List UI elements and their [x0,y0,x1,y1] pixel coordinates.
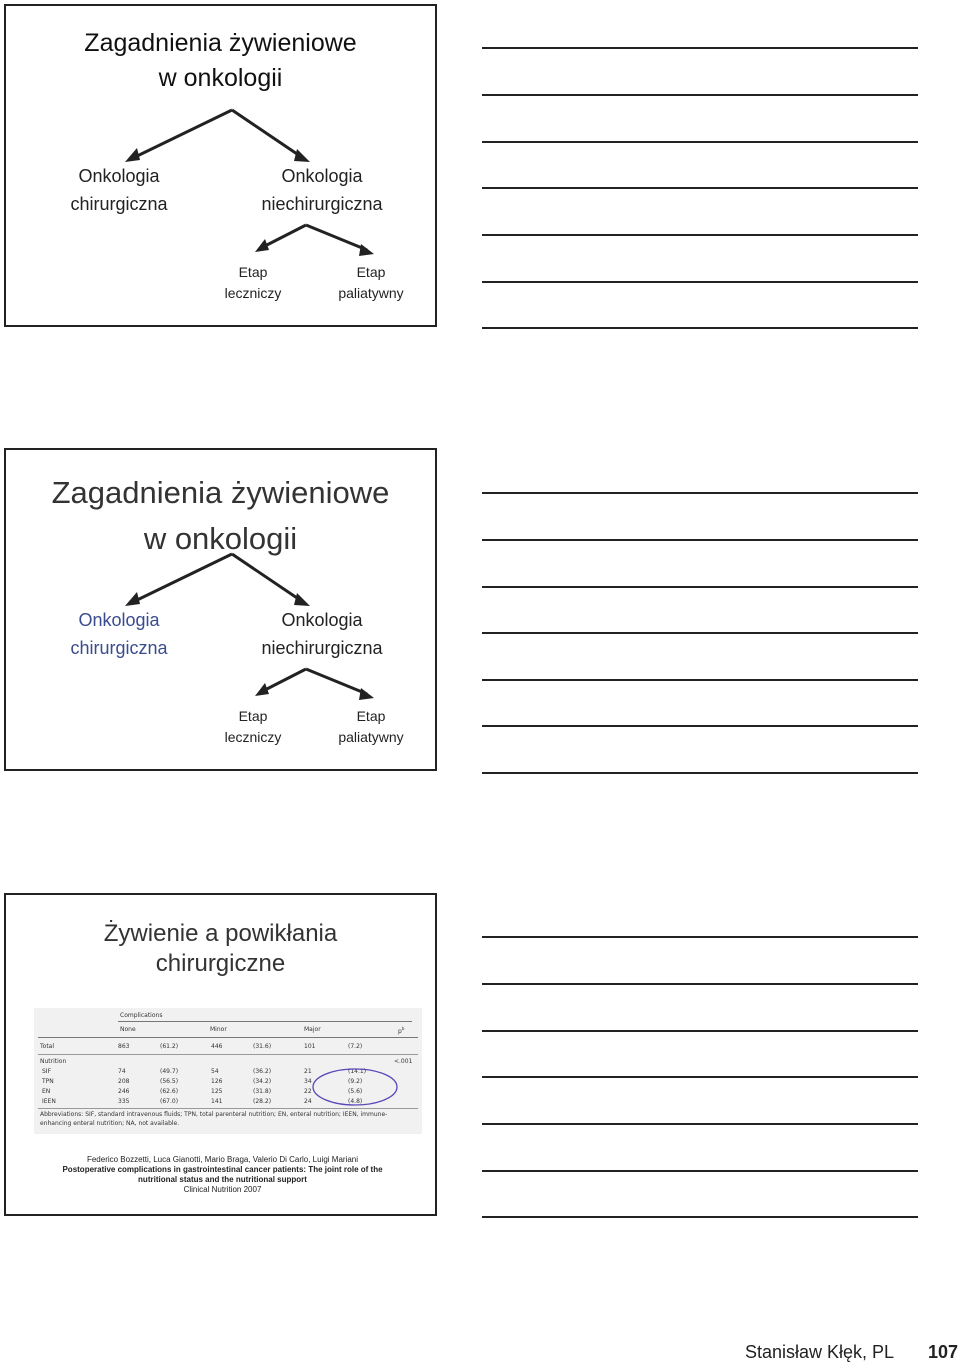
citation-title: nutritional status and the nutritional support [138,1175,307,1184]
note-line [482,1076,918,1078]
p-label: p [398,1028,402,1035]
citation-journal: Clinical Nutrition 2007 [183,1185,262,1194]
note-line [482,94,918,96]
complications-table [34,1008,422,1134]
table-cell: 863 [118,1043,130,1050]
table-cell: 125 [211,1088,223,1095]
note-line [482,1123,918,1125]
table-cell: (7.2) [348,1043,363,1050]
table-cell: 21 [304,1068,312,1075]
slide-1 [4,4,437,327]
node-nonsurgical-oncology [241,606,403,662]
page-number: 107 [928,1342,959,1362]
note-line [482,936,918,938]
table-cell: TPN [42,1078,54,1085]
node-curative-stage [210,262,296,304]
table-cell: (36.2) [253,1068,272,1075]
table-cell: EN [42,1088,51,1095]
note-line [482,492,918,494]
table-cell: 446 [211,1043,223,1050]
footer-author: Stanisław Kłęk, PL [745,1342,895,1362]
node-surgical-oncology [56,606,182,662]
table-col-header: None [120,1026,136,1033]
slide-title [6,919,435,979]
node-curative-stage [210,706,296,748]
table-cell: (56.5) [160,1078,179,1085]
table-cell: IEEN [42,1098,56,1105]
note-line [482,772,918,774]
table-cell: (62.6) [160,1088,179,1095]
node-text: Etap [356,264,386,280]
node-surgical-oncology [56,162,182,218]
table-cell: (5.6) [348,1088,363,1095]
table-group-header: Complications [120,1012,163,1019]
citation-authors: Federico Bozzetti, Luca Gianotti, Mario Braga, Valerio Di Carlo, Luigi Mariani [86,1155,359,1164]
slide-3 [4,893,437,1216]
table-cell: (49.7) [160,1068,179,1075]
citation-title: Postoperative complications in gastrointestinal cancer patients: The joint role of the [62,1165,383,1174]
table-cell: 126 [211,1078,223,1085]
title-line-1: Zagadnienia żywieniowe [51,475,390,510]
table-col-header [398,1026,404,1035]
node-palliative-stage [326,706,416,748]
node-text: niechirurgiczna [261,194,383,214]
node-text: niechirurgiczna [261,638,383,658]
node-text: chirurgiczna [70,638,168,658]
node-text: Onkologia [78,166,160,186]
citation [16,1155,429,1195]
table-cell: 335 [118,1098,130,1105]
node-nonsurgical-oncology [241,162,403,218]
note-line [482,725,918,727]
node-text: Etap [238,708,268,724]
table-rule [38,1037,418,1038]
table-col-header: Major [304,1026,321,1033]
table-cell: (31.6) [253,1043,272,1050]
note-line [482,141,918,143]
table-cell: 101 [304,1043,316,1050]
table-col-header: Minor [210,1026,227,1033]
node-palliative-stage [326,262,416,304]
table-cell: 34 [304,1078,312,1085]
node-text: Onkologia [281,166,363,186]
node-text: Etap [238,264,268,280]
table-cell: 74 [118,1068,126,1075]
table-cell: (67.0) [160,1098,179,1105]
note-line [482,679,918,681]
table-cell: Total [40,1043,55,1050]
title-line-1: Żywienie a powikłania [103,920,338,947]
note-line [482,1170,918,1172]
table-section-label: Nutrition [40,1058,67,1065]
table-cell: 24 [304,1098,312,1105]
node-text: leczniczy [224,729,282,745]
table-cell: SIF [42,1068,52,1075]
title-line-2: chirurgiczne [155,950,286,977]
table-cell: 246 [118,1088,130,1095]
table-cell: 141 [211,1098,223,1105]
table-rule [118,1021,412,1022]
table-cell: 54 [211,1068,219,1075]
table-cell: (34.2) [253,1078,272,1085]
slide-2 [4,448,437,771]
table-cell: (28.2) [253,1098,272,1105]
table-cell: 208 [118,1078,130,1085]
table-rule [38,1108,418,1109]
table-cell: 22 [304,1088,312,1095]
table-cell: (61.2) [160,1043,179,1050]
highlight-ellipse [310,1066,400,1108]
node-text: chirurgiczna [70,194,168,214]
note-line [482,47,918,49]
node-text: paliatywny [338,285,404,301]
note-line [482,632,918,634]
note-line [482,586,918,588]
title-line-2: w onkologii [158,64,283,92]
title-line-2: w onkologii [143,521,298,556]
note-line [482,1216,918,1218]
title-line-1: Zagadnienia żywieniowe [84,29,357,57]
table-cell: (4.8) [348,1098,363,1105]
node-text: Etap [356,708,386,724]
table-row [34,1043,422,1052]
table-cell: (31.8) [253,1088,272,1095]
note-line [482,234,918,236]
note-line [482,983,918,985]
table-p-value: <.001 [394,1058,413,1065]
p-superscript: b [401,1026,405,1031]
table-cell: (14.1) [348,1068,367,1075]
note-line [482,539,918,541]
node-text: Onkologia [281,610,363,630]
table-rule [38,1054,418,1055]
note-line [482,1030,918,1032]
table-abbreviations: Abbreviations: SIF, standard intravenous fluids; TPN, total parenteral nutrition; EN, enteral nutrition; IEEN, immune-enhancing enteral nutrition; NA, not available. [40,1111,388,1127]
note-line [482,281,918,283]
node-text: paliatywny [338,729,404,745]
table-cell: (9.2) [348,1078,363,1085]
note-line [482,327,918,329]
node-text: leczniczy [224,285,282,301]
note-line [482,187,918,189]
node-text: Onkologia [78,610,160,630]
